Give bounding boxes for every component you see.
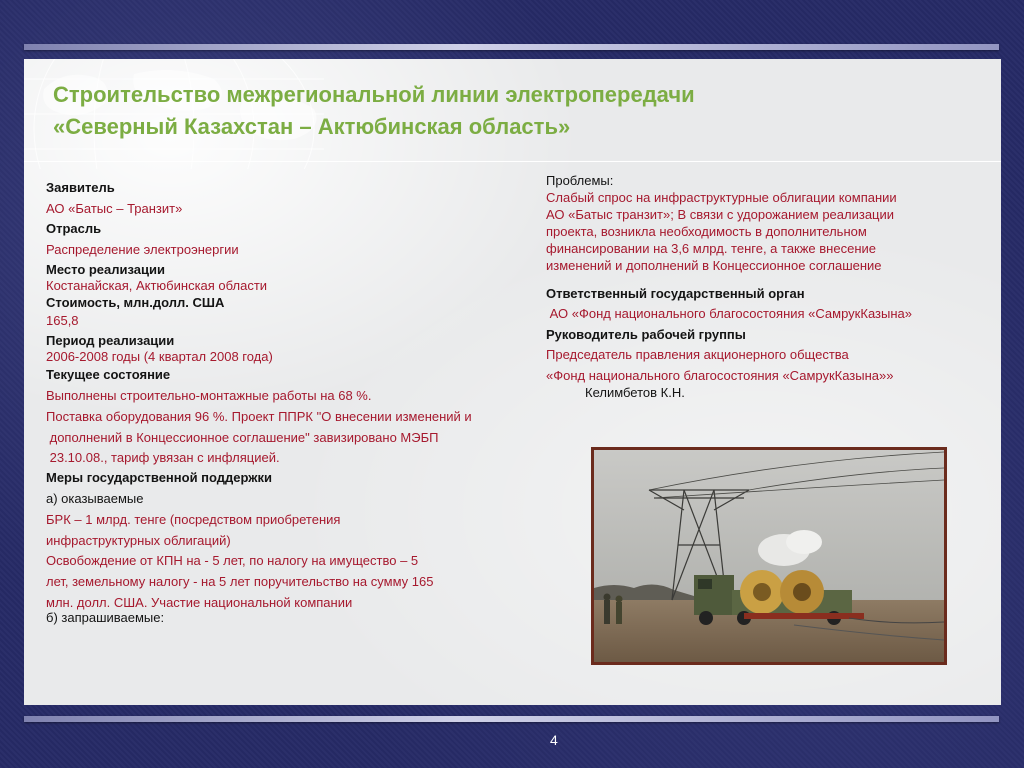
slide-title (53, 79, 695, 143)
location-value: Костанайская, Актюбинская области (46, 278, 268, 293)
content-panel (24, 59, 1001, 705)
problems-line: изменений и дополнений в Концессионное соглашение (546, 258, 882, 273)
status-line: Выполнены строительно-монтажные работы на 68 %. (46, 388, 372, 403)
construction-site-photo-icon (594, 450, 944, 662)
status-line: Поставка оборудования 96 %. Проект ППРК "О внесении изменений и (46, 409, 472, 424)
support-b-label: б) запрашиваемые: (46, 610, 165, 625)
authority-heading: Ответственный государственный орган (546, 286, 805, 301)
applicant-value: АО «Батыс – Транзит» (46, 201, 183, 216)
problems-line: АО «Батыс транзит»; В связи с удорожанием реализации (546, 207, 895, 222)
leader-heading: Руководитель рабочей группы (546, 327, 746, 342)
title-line-1: Строительство межрегиональной линии электропередачи (53, 82, 695, 107)
leader-name: Келимбетов К.Н. (585, 385, 685, 400)
title-line-2: «Северный Казахстан – Актюбинская область» (53, 114, 571, 139)
support-a-line: инфраструктурных облигаций) (46, 533, 231, 548)
cost-value: 165,8 (46, 313, 79, 328)
problems-line: проекта, возникла необходимость в дополнительном (546, 224, 867, 239)
page-number: 4 (550, 732, 558, 748)
status-line: дополнений в Концессионное соглашение" завизировано МЭБП (46, 430, 439, 445)
top-decorative-stripe (24, 44, 999, 50)
support-a-label: а) оказываемые (46, 491, 144, 506)
problems-line: финансировании на 3,6 млрд. тенге, а также внесение (546, 241, 876, 256)
title-divider (24, 161, 1001, 162)
construction-photo (591, 447, 947, 665)
period-heading: Период реализации (46, 333, 175, 348)
industry-value: Распределение электроэнергии (46, 242, 239, 257)
support-a-line: млн. долл. США. Участие национальной компании (46, 595, 353, 610)
cost-heading: Стоимость, млн.долл. США (46, 295, 225, 310)
support-a-line: Освобождение от КПН на - 5 лет, по налогу на имущество – 5 (46, 553, 419, 568)
applicant-heading: Заявитель (46, 180, 115, 195)
leader-line: «Фонд национального благосостояния «СамрукКазына»» (546, 368, 894, 383)
period-value: 2006-2008 годы (4 квартал 2008 года) (46, 349, 273, 364)
support-a-line: лет, земельному налогу - на 5 лет поручительство на сумму 165 (46, 574, 434, 589)
support-a-line: БРК – 1 млрд. тенге (посредством приобретения (46, 512, 341, 527)
bottom-decorative-stripe (24, 716, 999, 722)
status-heading: Текущее состояние (46, 367, 171, 382)
authority-value: АО «Фонд национального благосостояния «СамрукКазына» (546, 306, 912, 321)
support-heading: Меры государственной поддержки (46, 470, 273, 485)
leader-line: Председатель правления акционерного общества (546, 347, 849, 362)
problems-line: Слабый спрос на инфраструктурные облигации компании (546, 190, 897, 205)
location-heading: Место реализации (46, 262, 166, 277)
industry-heading: Отрасль (46, 221, 102, 236)
problems-label: Проблемы: (546, 173, 614, 188)
status-line: 23.10.08., тариф увязан с инфляцией. (46, 450, 280, 465)
